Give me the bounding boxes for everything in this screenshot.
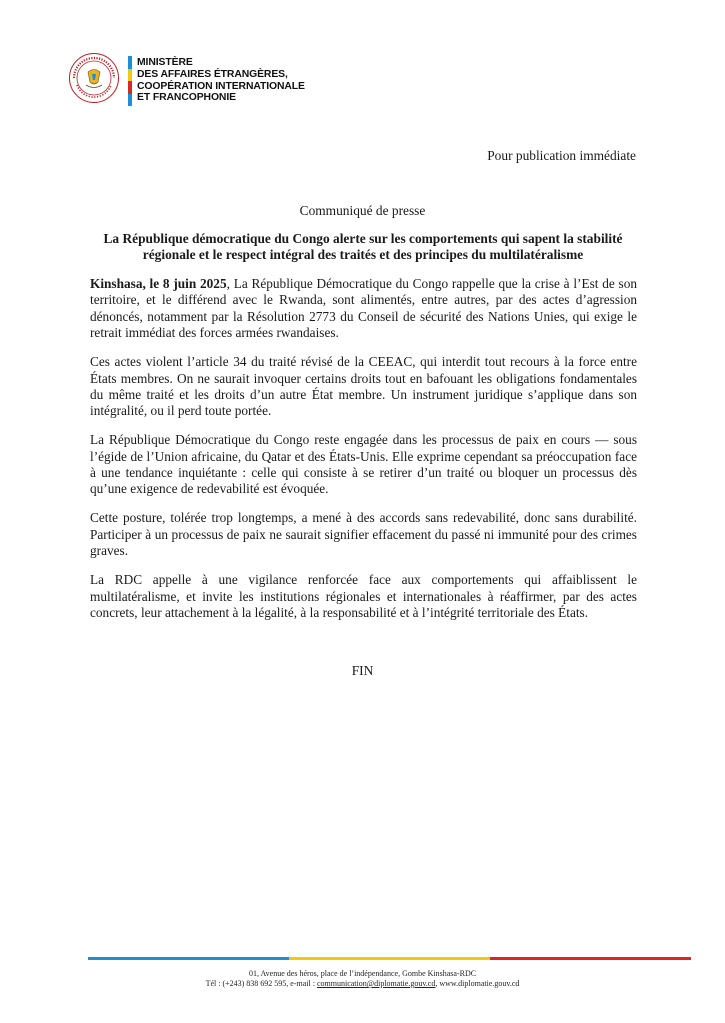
- footer-website: , www.diplomatie.gouv.cd: [435, 979, 520, 988]
- paragraph-text: , La République Démocratique du Congo rappelle que la crise à l’Est de son territoire, et le différend avec le Rwanda, sont alimentés, entre autres, par des actes d’agression dénoncés, notamment par la Résolution 2773 du Conseil de sécurité des Nations Unies, qui exige le retrait immédiat des forces armées rwandaises.: [90, 276, 637, 341]
- footer-email-link[interactable]: communication@diplomatie.gouv.cd: [316, 979, 436, 988]
- flag-red-segment: [128, 81, 132, 94]
- flag-yellow-segment: [128, 69, 132, 82]
- dateline: Kinshasa, le 8 juin 2025: [90, 276, 227, 291]
- headline: La République démocratique du Congo alerte sur les comportements qui sapent la stabilité régionale et le respect intégral des traités et des principes du multilatéralisme: [103, 231, 623, 263]
- ministry-line: COOPÉRATION INTERNATIONALE: [137, 80, 305, 92]
- flag-color-bar: [128, 56, 132, 106]
- press-release-body: [90, 276, 637, 634]
- footer-phone: Tél : (+243) 838 692 595, e-mail :: [205, 979, 317, 988]
- ministry-name: [137, 57, 305, 104]
- footer-blue-segment: [88, 957, 289, 960]
- flag-blue-segment: [128, 94, 132, 107]
- end-mark: FIN: [351, 663, 374, 678]
- paragraph: Cette posture, tolérée trop longtemps, a mené à des accords sans redevabilité, donc sans durabilité. Participer à un processus de paix ne saurait signifier effacement du passé ni immunité pour des crimes graves.: [90, 510, 637, 559]
- ministry-line: ET FRANCOPHONIE: [137, 92, 236, 104]
- footer-address: 01, Avenue des héros, place de l’indépendance, Gombe Kinshasa-RDC: [248, 969, 477, 978]
- paragraph: [90, 276, 637, 342]
- paragraph: Ces actes violent l’article 34 du traité révisé de la CEEAC, qui interdit tout recours à la force entre États membres. On ne saurait invoquer certains droits tout en bafouant les obligations fondamentales du même traité et les droits d’un autre État membre. Un instrument juridique s’applique dans son intégralité, ou il perd toute portée.: [90, 354, 637, 419]
- footer-yellow-segment: [289, 957, 490, 960]
- footer-color-line: [88, 957, 691, 960]
- footer-contact: [0, 979, 725, 989]
- publication-notice: Pour publication immédiate: [487, 148, 636, 163]
- ministry-line: DES AFFAIRES ÉTRANGÈRES,: [137, 68, 288, 80]
- paragraph: La République Démocratique du Congo reste engagée dans les processus de paix en cours — sous l’égide de l’Union africaine, du Qatar et des États-Unis. Elle exprime cependant sa préoccupation face à une tendance inquiétante : celle qui consiste à se retirer d’un traité ou bloquer un processus dès qu’une exigence de redevabilité est évoquée.: [90, 432, 637, 497]
- paragraph: La RDC appelle à une vigilance renforcée face aux comportements qui affaiblissent le multilatéralisme, et invite les institutions régionales et internationales à réaffirmer, par des actes concrets, leur attachement à la légalité, à la responsabilité et à l’intégrité territoriale des États.: [90, 572, 637, 620]
- flag-blue-segment: [128, 56, 132, 69]
- document-type: Communiqué de presse: [299, 203, 426, 218]
- ministry-line: MINISTÈRE: [137, 57, 193, 68]
- footer-red-segment: [490, 957, 691, 960]
- coat-of-arms-seal-icon: [68, 52, 120, 104]
